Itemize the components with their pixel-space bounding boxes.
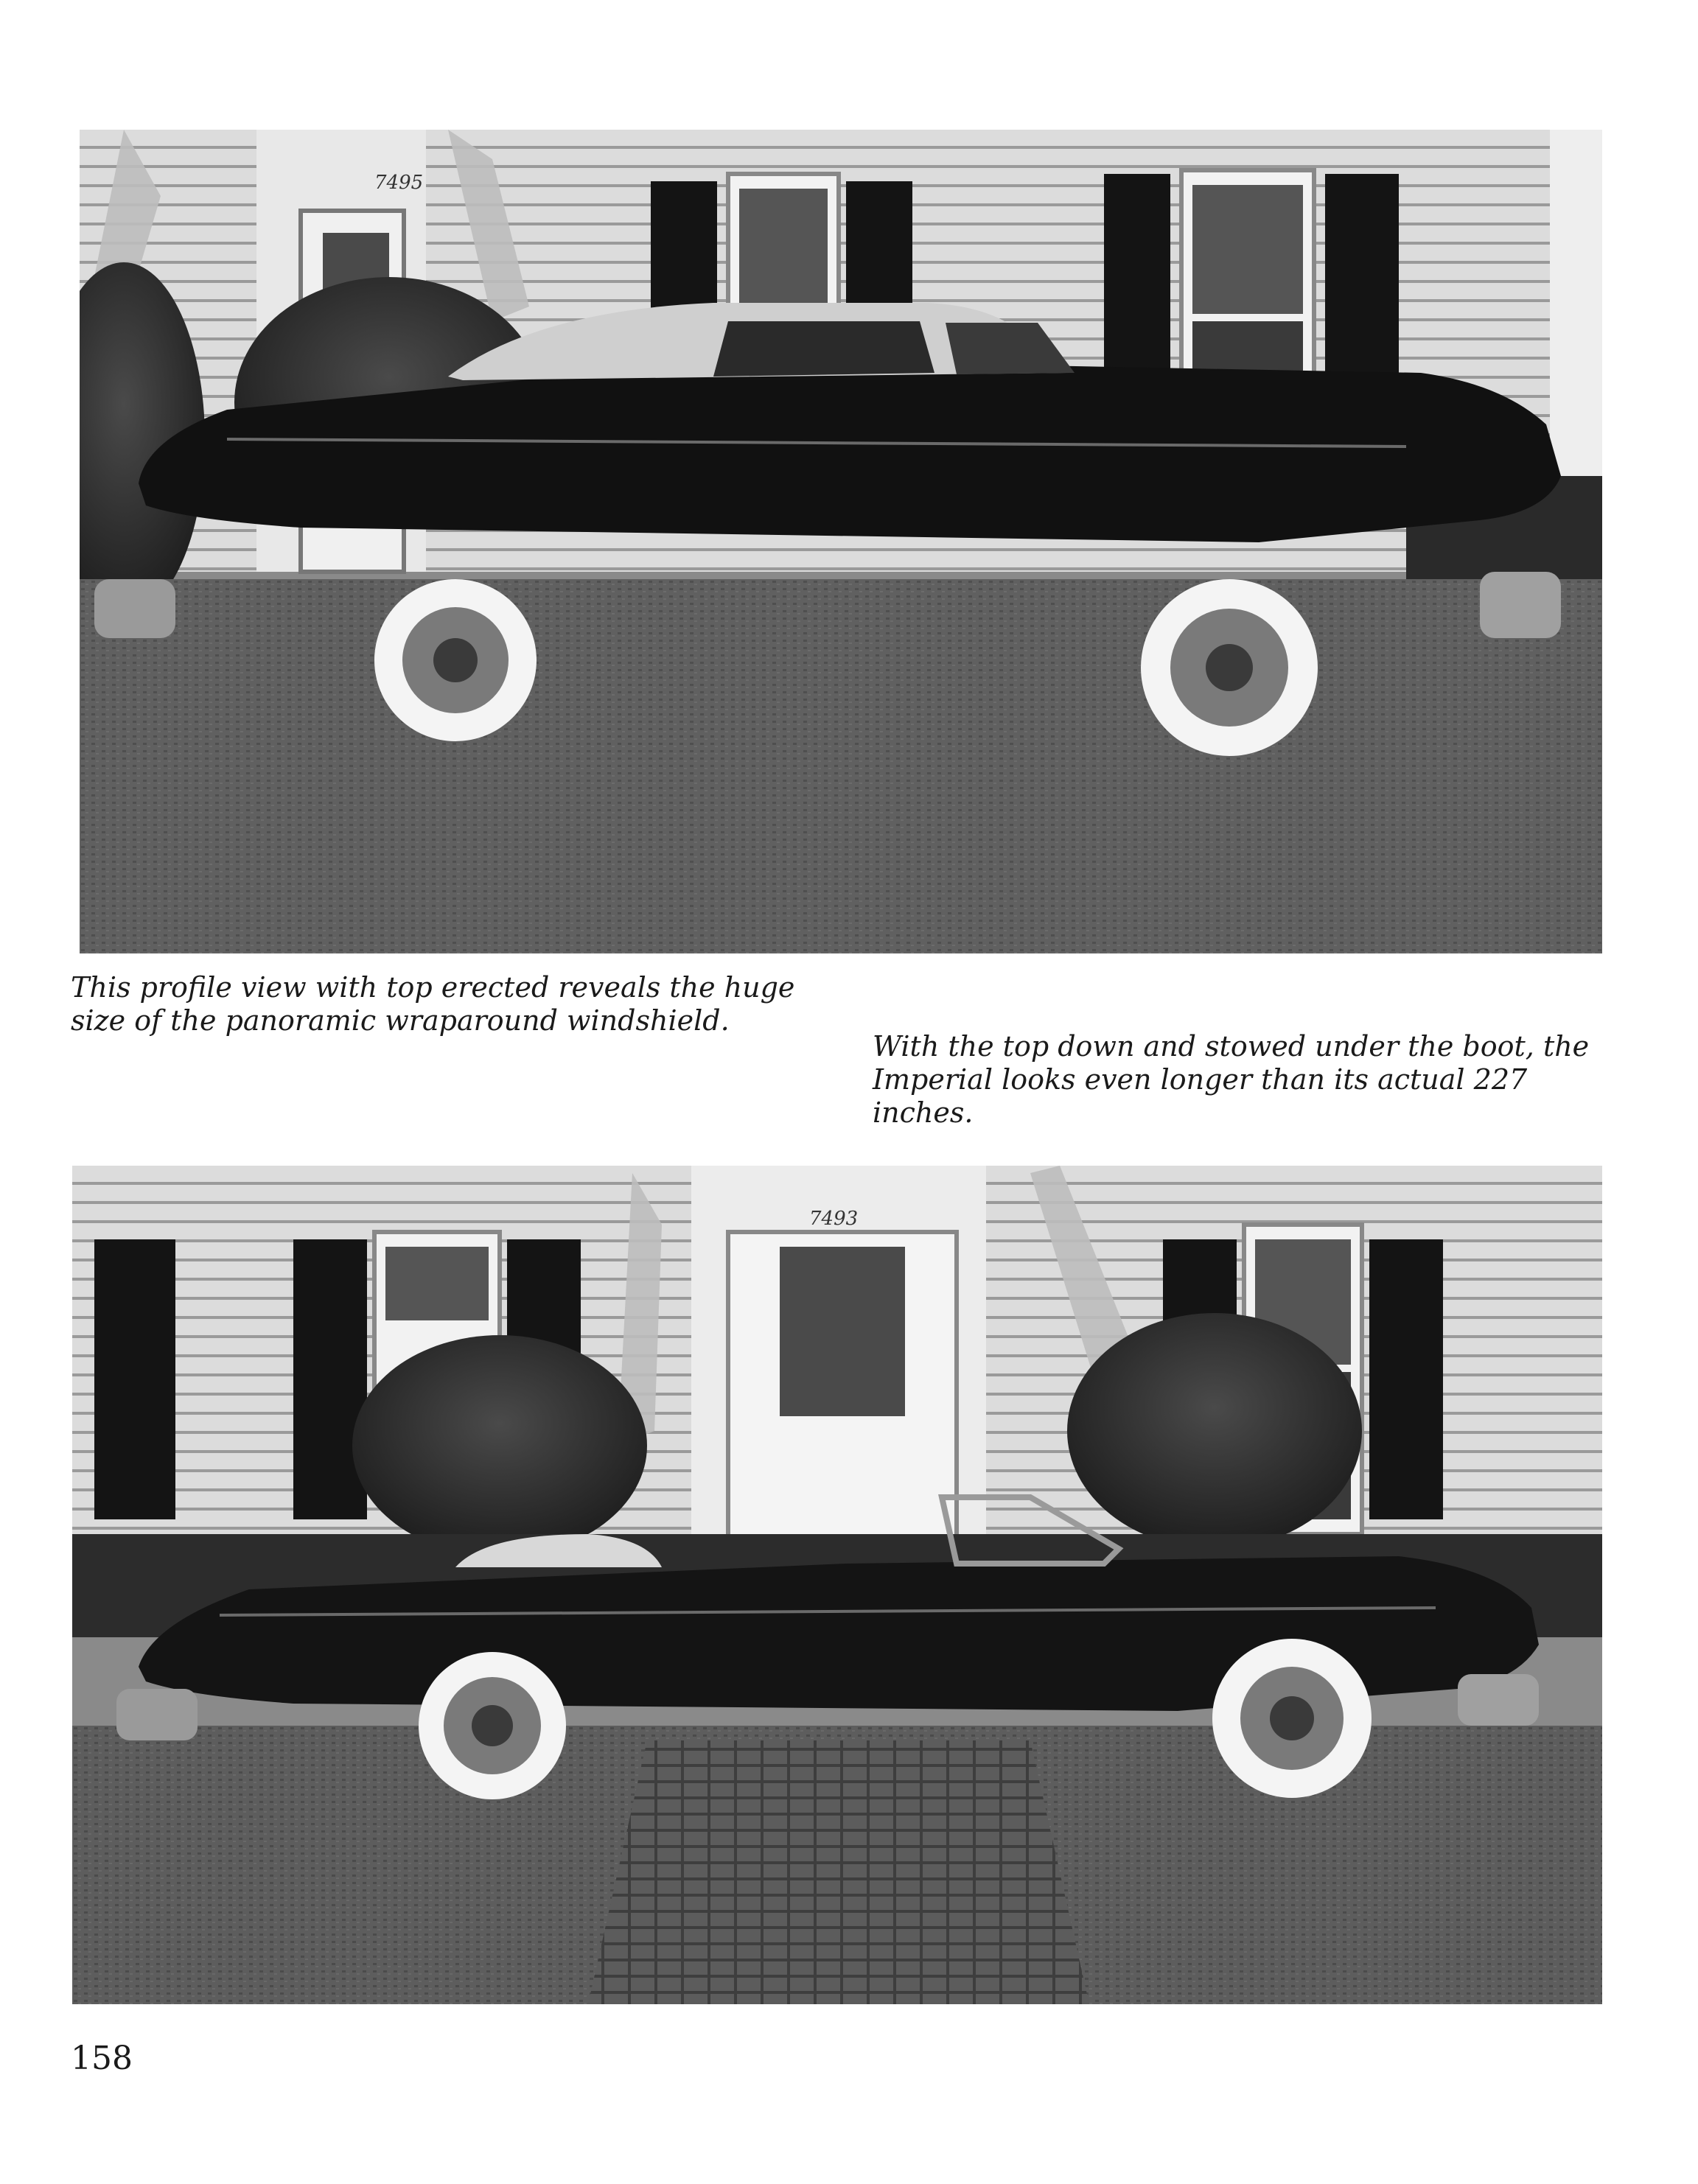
house-number-top: 7495 [374, 172, 424, 194]
caption-line: With the top down and stowed under the boot, the [873, 1030, 1590, 1063]
caption-line: size of the panoramic wraparound windshield. [71, 1004, 730, 1037]
photo-top-erected [80, 130, 1602, 953]
caption-top [71, 971, 794, 1037]
caption-line: Imperial looks even longer than its actual 227 [873, 1063, 1528, 1096]
house-number-bottom: 7493 [809, 1208, 859, 1230]
page-number: 158 [71, 2040, 133, 2077]
caption-line: inches. [873, 1096, 974, 1129]
caption-line: This profile view with top erected reveals the huge [71, 971, 795, 1004]
photo-bottom-top-down [72, 1166, 1602, 2004]
caption-bottom [873, 1030, 1589, 1130]
